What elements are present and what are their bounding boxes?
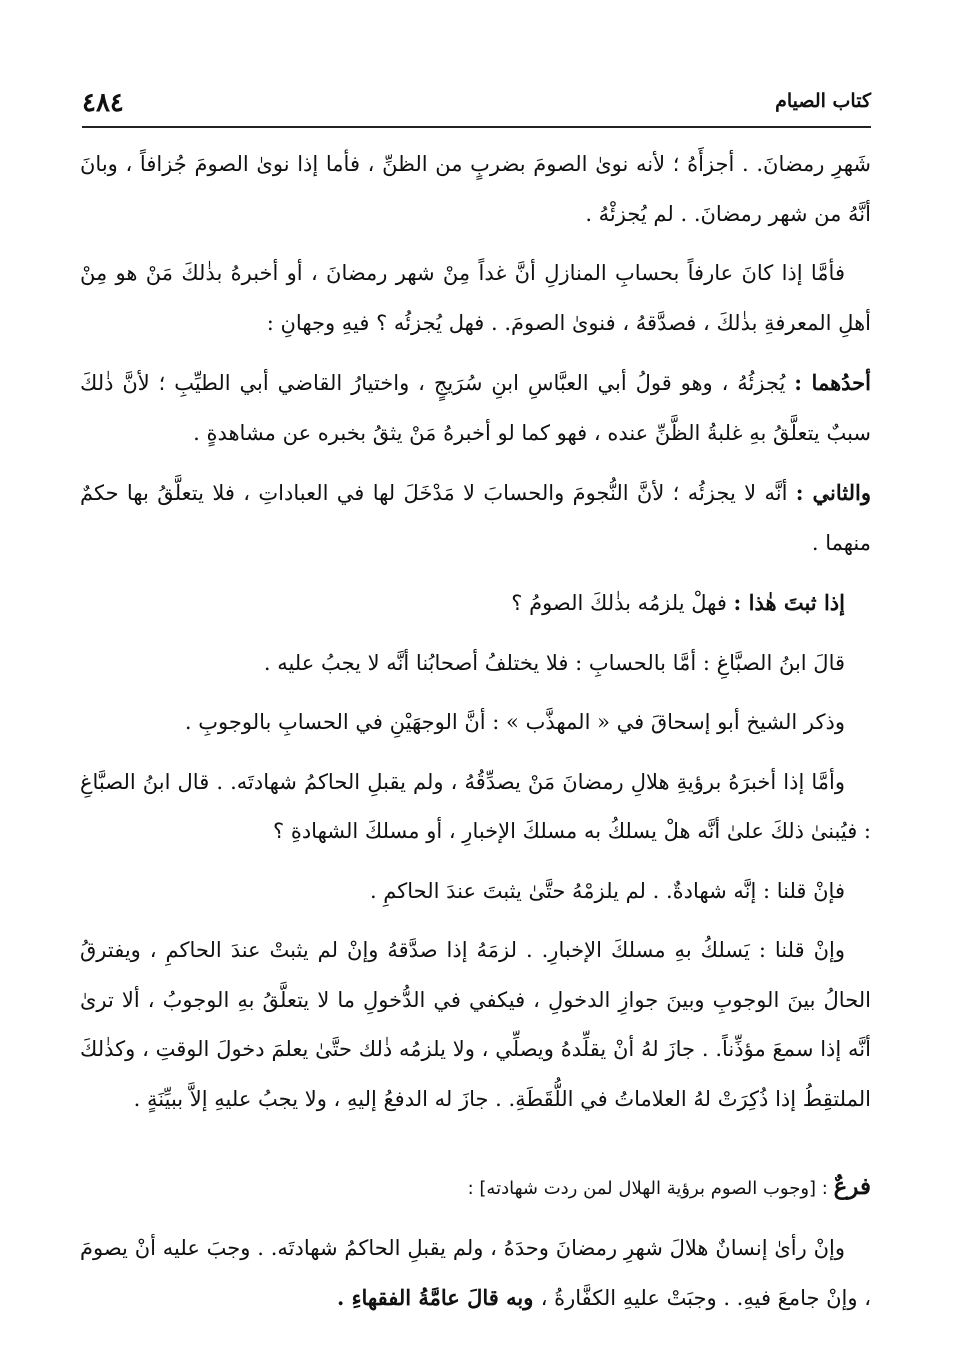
paragraph-5-lead: إذا ثبتَ هٰذا : (733, 590, 845, 615)
paragraph-10: وإنْ قلنا : يَسلكُ بهِ مسلكَ الإخبارِ. . لزمَهُ إذا صدَّقهُ وإنْ لم يثبتْ عندَ الحاكمِ ، ويفترقُ الحالُ بينَ الوجوبِ وبينَ جوازِ الدخولِ ، فيكفي في الدُّخولِ ما لا يتعلَّقُ بهِ الوجوبُ ، ألا ترىٰ أنَّه إذا سمعَ مؤذِّناً. . جازَ لهُ أنْ يقلِّدهُ ويصلِّي ، ولا يلزمُه ذٰلك حتَّىٰ يعلمَ دخولَ الوقتِ ، وكذٰلكَ الملتقِطُ إذا ذُكِرَتْ لهُ العلاماتُ في اللُّقَطَةِ. . جازَ له الدفعُ إليهِ ، ولا يجبُ عليهِ إلاَّ ببيِّنَةٍ . (80, 938, 871, 1111)
page-header (82, 84, 871, 124)
paragraph-5 (80, 578, 871, 629)
far-paragraph (80, 1224, 871, 1324)
paragraph-3 (80, 358, 871, 458)
page-number: ٤٨٤ (82, 88, 124, 118)
paragraph-3-lead: أحدُهما : (794, 370, 872, 395)
paragraph-9: فإنْ قلنا : إنَّه شهادةٌ. . لم يلزمْهُ حتَّىٰ يثبتَ عندَ الحاكمِ . (369, 878, 845, 903)
paragraph-6: قالَ ابنُ الصبَّاغِ : أمَّا بالحسابِ : فلا يختلفُ أصحابُنا أنَّه لا يجبُ عليه . (263, 650, 845, 675)
paragraph-7: وذكر الشيخ أبو إسحاقَ في « المهذَّب » : أنَّ الوجهَيْنِ في الحسابِ بالوجوبِ . (184, 710, 845, 734)
header-divider (82, 126, 871, 128)
paragraph-4 (80, 468, 871, 568)
paragraph-4-text: أنَّه لا يجزئُه ؛ لأنَّ النُّجومَ والحسابَ لا مَدْخَلَ لها في العباداتِ ، فلا يتعلَّقُ بها حكمٌ منهما . (80, 481, 871, 555)
far-heading (80, 1162, 871, 1214)
section-spacer (80, 1134, 871, 1162)
paragraph-1: شَهرِ رمضانَ. . أجزأَهُ ؛ لأنه نوىٰ الصومَ بضربٍ من الظنِّ ، فأما إذا نوىٰ الصومَ جُزافاً ، وبانَ أنَّهُ من شهر رمضانَ. . لم يُجزئْهُ . (80, 152, 871, 226)
far-subtitle: : [وجوب الصوم برؤية الهلال لمن ردت شهادته] : (467, 1178, 834, 1199)
paragraph-8: وأمَّا إذا أخبرَهُ برؤيةِ هلالِ رمضانَ مَنْ يصدِّقُهُ ، ولم يقبلِ الحاكمُ شهادتَه. . قال ابنُ الصبَّاغِ : فيُبنىٰ ذلكَ علىٰ أنَّه هلْ يسلكُ به مسلكَ الإخبارِ ، أو مسلكَ الشهادةِ ؟ (80, 769, 871, 843)
paragraph-5-text: فهلْ يلزمُه بذٰلكَ الصومُ ؟ (511, 591, 734, 615)
paragraph-2: فأمَّا إذا كانَ عارفاً بحسابِ المنازلِ أنَّ غداً مِنْ شهر رمضانَ ، أو أخبرهُ بذٰلكَ مَنْ هو مِنْ أهلِ المعرفةِ بذٰلكَ ، فصدَّقهُ ، فنوىٰ الصومَ. . فهل يُجزئُه ؟ فيهِ وجهانِ : (80, 261, 871, 335)
running-title: كتاب الصيام (775, 90, 871, 112)
paragraph-3-text: يُجزئُهُ ، وهو قولُ أبي العبَّاسِ ابنِ سُرَيجٍ ، واختيارُ القاضي أبي الطيِّبِ ؛ لأنَّ ذٰلكَ سببٌ يتعلَّقُ بهِ غلبةُ الظَّنِّ عنده ، فهو كما لو أخبرهُ مَنْ يثقُ بخبره عن مشاهدةٍ . (80, 371, 871, 445)
page-body (80, 140, 871, 1334)
far-paragraph-bold-tail: وبه قالَ عامَّةُ الفقهاءِ . (337, 1285, 541, 1310)
paragraph-4-lead: والثاني : (795, 480, 871, 505)
far-paragraph-text: وإنْ رأىٰ إنسانٌ هلالَ شهرِ رمضانَ وحدَهُ ، ولم يقبلِ الحاكمُ شهادتَه. . وجبَ عليه أنْ يصومَ ، وإنْ جامعَ فيهِ. . وجبَتْ عليهِ الكفَّارةُ ، (80, 1235, 871, 1310)
far-label: فرعٌ (833, 1173, 871, 1200)
